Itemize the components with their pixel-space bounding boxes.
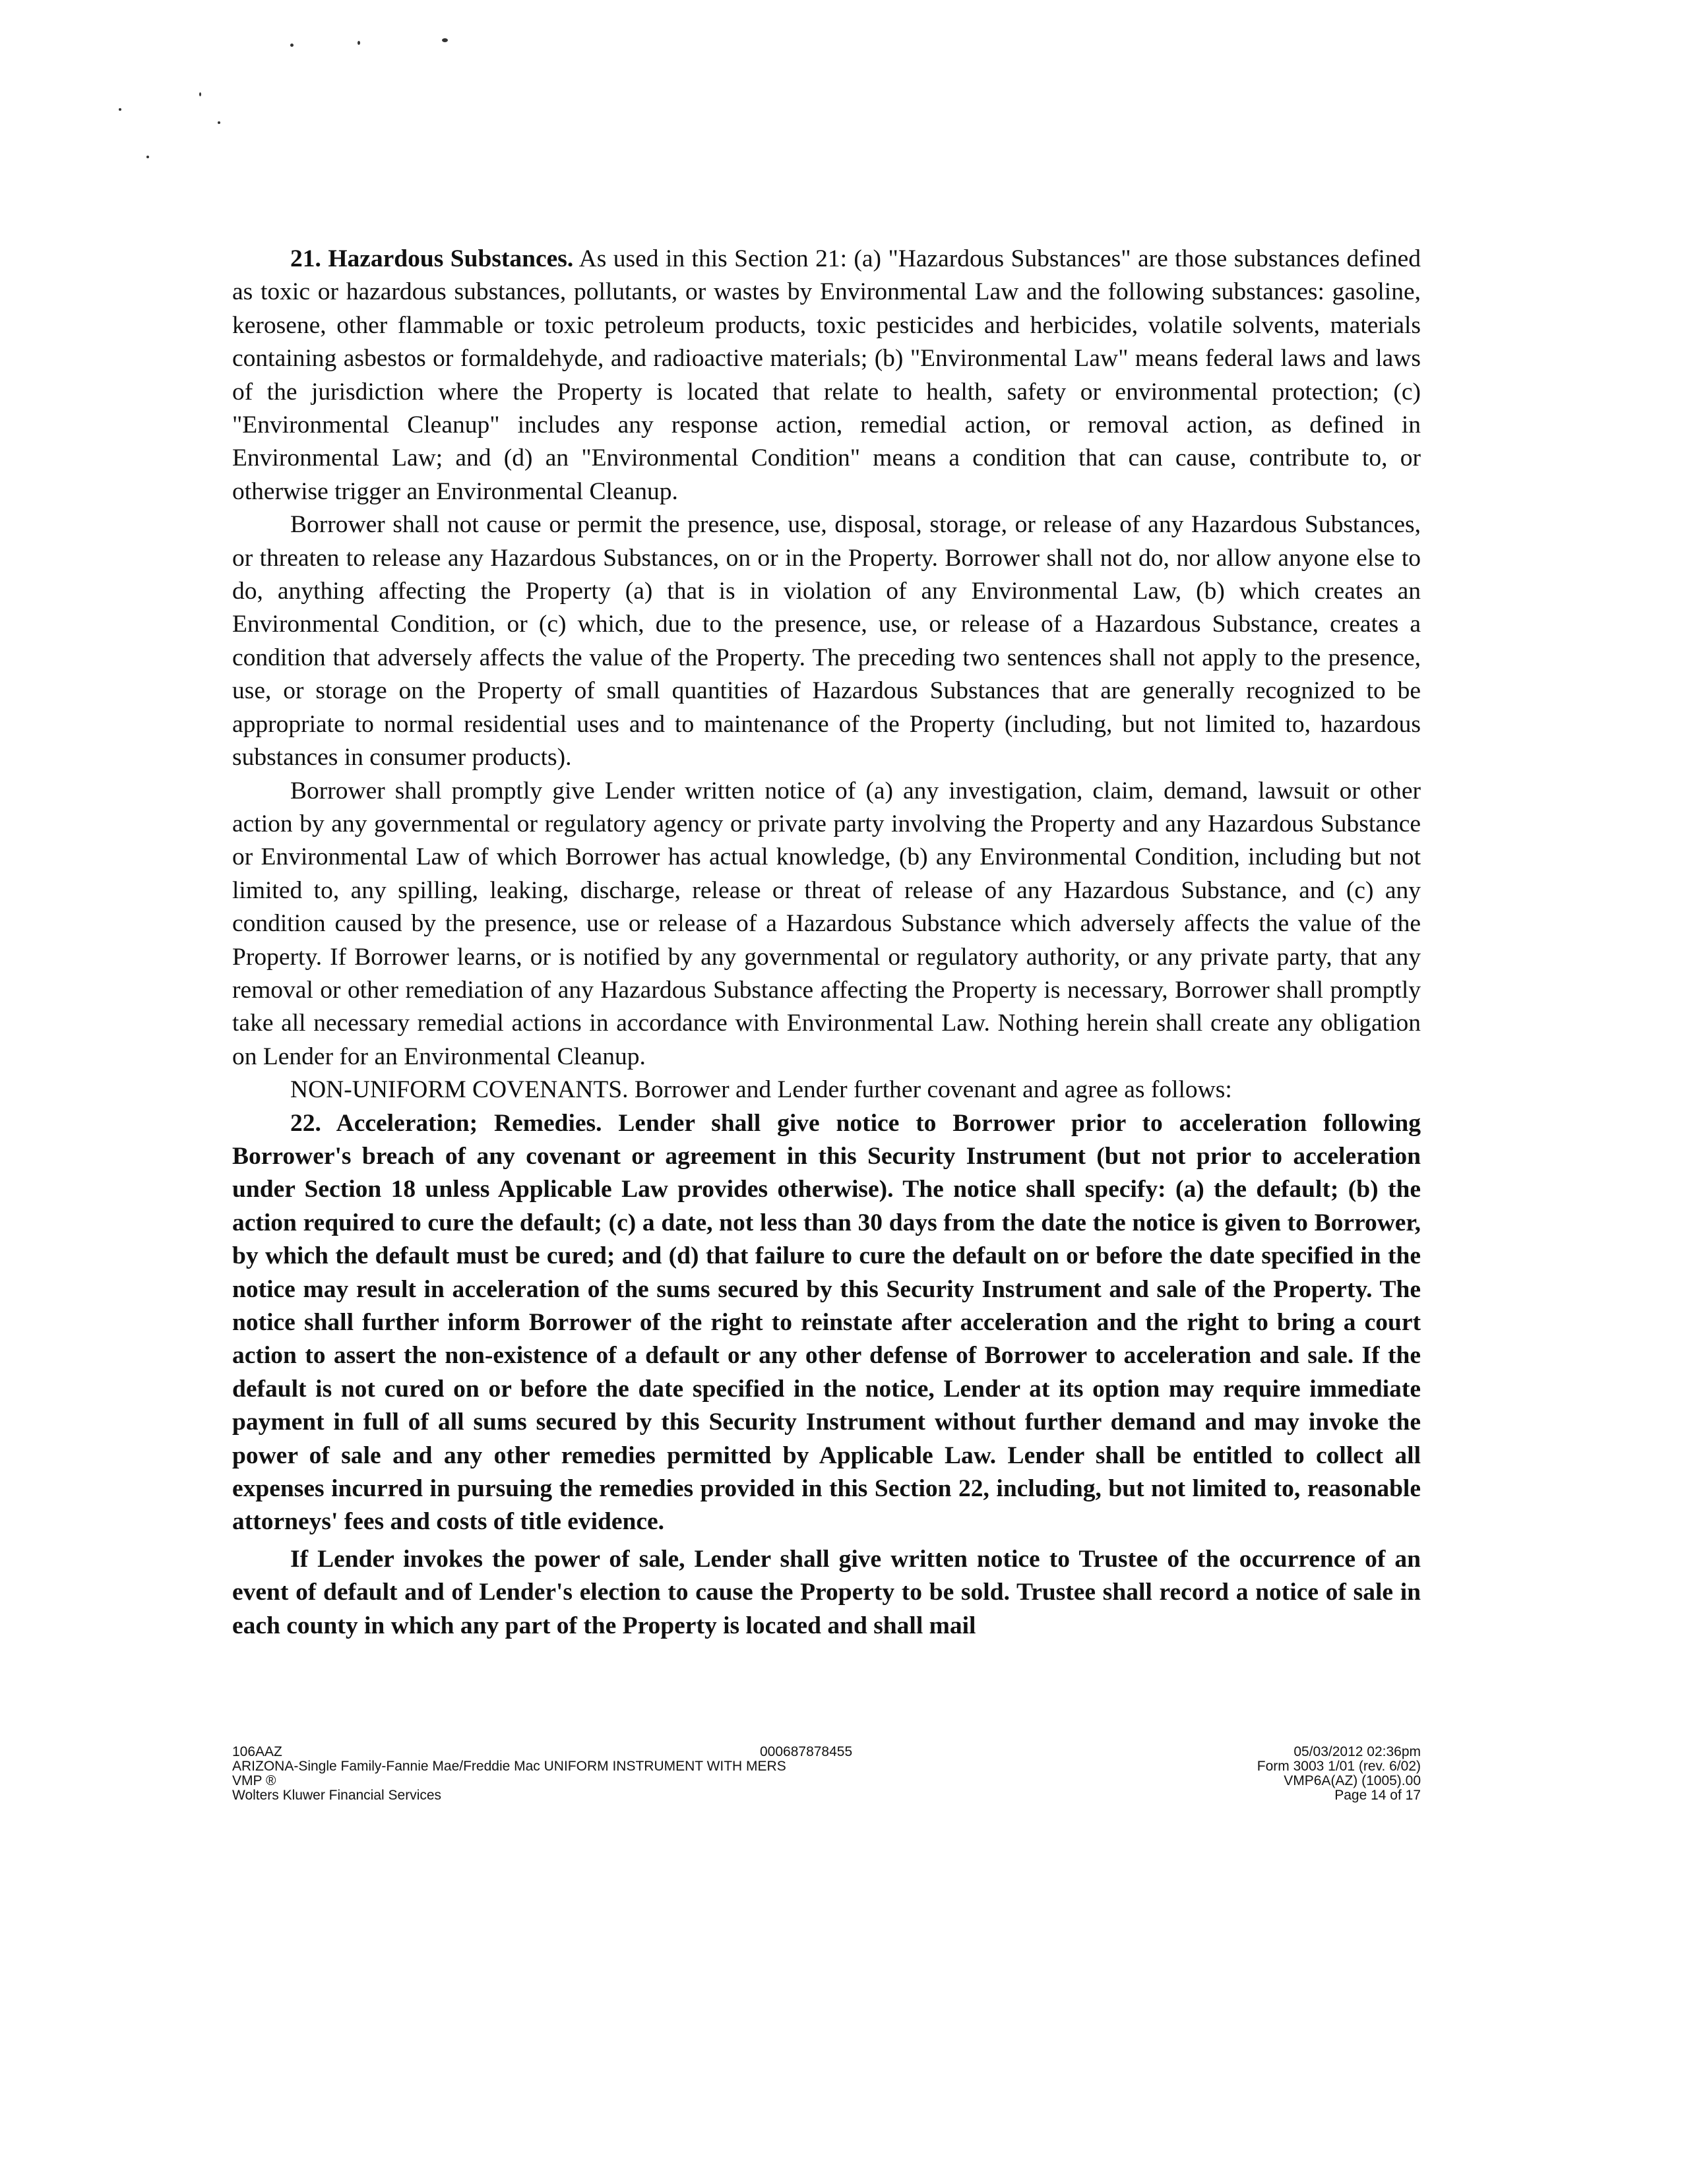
scan-speck — [290, 44, 294, 47]
section-22-number: 22. — [290, 1109, 321, 1137]
footer-timestamp: 05/03/2012 02:36pm — [1293, 1744, 1421, 1759]
section-22-paragraph-1 — [232, 1107, 1421, 1539]
non-uniform-covenants: NON-UNIFORM COVENANTS. Borrower and Lender further covenant and agree as follows: — [290, 1076, 1232, 1104]
section-21-text-1: As used in this Section 21: (a) "Hazardous Substances" are those substances defined as toxic or hazardous substances, pollutants, or wastes by Environmental Law and the following substances: gasoline, kerosene, other flammable or toxic petroleum products, toxic pesticides and herbicides, volatile solvents, materials containing asbestos or formaldehyde, and radioactive materials; (b) "Environmental Law" means federal laws and laws of the jurisdiction where the Property is located that relate to health, safety or environmental protection; (c) "Environmental Cleanup" includes any response action, remedial action, or removal action, as defined in Environmental Law; and (d) an "Environmental Condition" means a condition that can cause, contribute to, or otherwise trigger an Environmental Cleanup. — [232, 245, 1421, 505]
footer-page-info — [1257, 1745, 1421, 1803]
scan-speck — [146, 156, 149, 158]
footer-vmp: VMP ® — [232, 1773, 276, 1788]
footer-page-number: Page 14 of 17 — [1334, 1788, 1421, 1803]
section-21-paragraph-3: Borrower shall promptly give Lender written notice of (a) any investigation, claim, demand, lawsuit or other action by any governmental or regulatory agency or private party involving the Property and any Hazardous Substance or Environmental Law of which Borrower has actual knowledge, (b) any Environmental Condition, including but not limited to, any spilling, leaking, discharge, release or threat of release of any Hazardous Substance, and (c) any condition caused by the presence, use or release of a Hazardous Substance which adversely affects the value of the Property. If Borrower learns, or is notified by any governmental or regulatory authority, or any private party, that any removal or other remediation of any Hazardous Substance affecting the Property is necessary, Borrower shall promptly take all necessary remedial actions in accordance with Environmental Law. Nothing herein shall create any obligation on Lender for an Environmental Cleanup. — [232, 777, 1421, 1070]
footer-vmp-code: VMP6A(AZ) (1005).00 — [1284, 1773, 1421, 1788]
loan-number: 000687878455 — [760, 1744, 853, 1759]
footer-form-info — [232, 1745, 786, 1803]
footer-loan-number — [760, 1745, 852, 1759]
section-22-paragraph-2: If Lender invokes the power of sale, Lender shall give written notice to Trustee of the occurrence of an event of default and of Lender's election to cause the Property to be sold. Trustee shall record a notice of sale in each county in which any part of the Property is located and shall mail — [232, 1545, 1421, 1639]
section-22-text-1: Lender shall give notice to Borrower prior to acceleration following Borrower's breach of any covenant or agreement in this Security Instrument (but not prior to acceleration under Section 18 unless Applicable Law provides otherwise). The notice shall specify: (a) the default; (b) the action required to cure the default; (c) a date, not less than 30 days from the date the notice is given to Borrower, by which the default must be cured; and (d) that failure to cure the default on or before the date specified in the notice may result in acceleration of the sums secured by this Security Instrument and sale of the Property. The notice shall further inform Borrower of the right to reinstate after acceleration and the right to bring a court action to assert the non-existence of a default or any other defense of Borrower to acceleration and sale. If the default is not cured on or before the date specified in the notice, Lender at its option may require immediate payment in full of all sums secured by this Security Instrument without further demand and may invoke the power of sale and any other remedies permitted by Applicable Law. Lender shall be entitled to collect all expenses incurred in pursuing the remedies provided in this Section 22, including, but not limited to, reasonable attorneys' fees and costs of title evidence. — [232, 1109, 1421, 1536]
scan-speck — [119, 108, 121, 111]
section-21-paragraph-2: Borrower shall not cause or permit the presence, use, disposal, storage, or release of any Hazardous Substances, or threaten to release any Hazardous Substances, on or in the Property. Borrower shall not do, nor allow anyone else to do, anything affecting the Property (a) that is in violation of any Environmental Law, (b) which creates an Environmental Condition, or (c) which, due to the presence, use, or release of a Hazardous Substance, creates a condition that adversely affects the value of the Property. The preceding two sentences shall not apply to the presence, use, or storage on the Property of small quantities of Hazardous Substances that are generally recognized to be appropriate to normal residential uses and to maintenance of the Property (including, but not limited to, hazardous substances in consumer products). — [232, 511, 1421, 772]
footer-form-number: Form 3003 1/01 (rev. 6/02) — [1257, 1759, 1421, 1774]
footer-instrument-title: ARIZONA-Single Family-Fannie Mae/Freddie Mac UNIFORM INSTRUMENT WITH MERS — [232, 1759, 786, 1774]
footer-form-code: 106AAZ — [232, 1744, 282, 1759]
section-21-title: Hazardous Substances. — [328, 245, 574, 272]
document-body — [232, 243, 1421, 1643]
section-22-title: Acceleration; Remedies. — [336, 1109, 602, 1137]
scan-speck — [442, 38, 448, 42]
footer-publisher: Wolters Kluwer Financial Services — [232, 1788, 442, 1803]
scan-speck — [199, 92, 201, 96]
scan-speck — [218, 121, 220, 124]
section-21-number: 21. — [290, 245, 321, 272]
scan-speck — [358, 41, 360, 45]
section-21-paragraph-1 — [232, 243, 1421, 508]
